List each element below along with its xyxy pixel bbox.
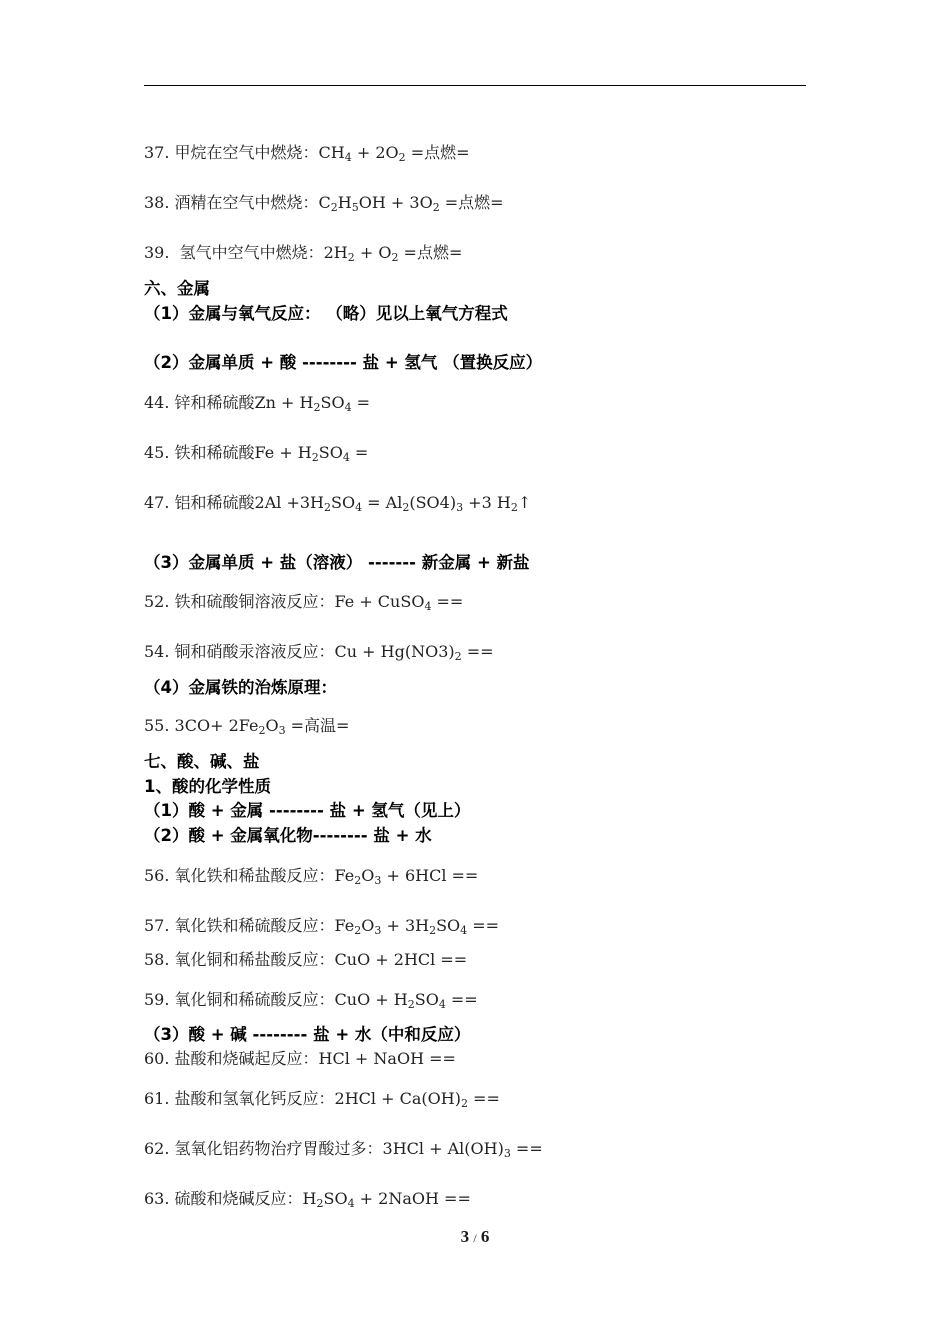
text-run: SO [436, 916, 461, 935]
text-run: H [337, 193, 352, 212]
text-run: 1、酸的化学性质 [144, 777, 271, 796]
subscript: 3 [278, 724, 286, 737]
subscript: 4 [438, 998, 446, 1011]
eq-37 [144, 140, 470, 163]
subscript: 2 [313, 401, 321, 414]
eq-54 [144, 639, 494, 662]
eq-58 [144, 947, 467, 970]
text-run: 七、酸、碱、盐 [144, 752, 260, 771]
text-run: + 3H [381, 916, 430, 935]
text-run: ↑ [517, 493, 532, 512]
subscript: 4 [355, 501, 363, 514]
subscript: 4 [344, 151, 352, 164]
eq-38 [144, 190, 504, 213]
text-run: SO [414, 990, 439, 1009]
page-separator: / [473, 1231, 477, 1245]
current-page: 3 [460, 1227, 470, 1246]
text-run: (SO4) [409, 493, 457, 512]
subscript: 4 [344, 401, 352, 414]
text-run: +3 H [463, 493, 511, 512]
text-run: 57. 氧化铁和稀硫酸反应：Fe [144, 916, 355, 935]
text-run: = [349, 443, 369, 462]
text-run: =点燃= [398, 243, 463, 262]
text-run: 62. 氢氧化铝药物治疗胃酸过多：3HCl + Al(OH) [144, 1139, 504, 1158]
text-run: =点燃= [439, 193, 504, 212]
text-run: =高温= [285, 716, 350, 735]
subscript: 4 [347, 1197, 355, 1210]
subscript: 2 [330, 201, 338, 214]
text-run: 六、金属 [144, 279, 210, 298]
text-run: = Al [362, 493, 403, 512]
heading-metal-acid [144, 349, 542, 373]
subscript: 2 [407, 998, 415, 1011]
text-run: == [431, 592, 464, 611]
subscript: 4 [460, 924, 468, 937]
text-run: + 2NaOH == [354, 1189, 471, 1208]
subscript: 4 [342, 451, 350, 464]
subscript: 3 [503, 1147, 511, 1160]
text-run: + O [354, 243, 392, 262]
text-run: 59. 氧化铜和稀硫酸反应：CuO + H [144, 990, 408, 1009]
text-run: SO [320, 393, 345, 412]
text-run: 63. 硫酸和烧碱反应：H [144, 1189, 317, 1208]
subscript: 2 [391, 251, 399, 264]
text-run: == [510, 1139, 543, 1158]
subscript: 2 [432, 201, 440, 214]
heading-metal-salt [144, 549, 530, 573]
total-pages: 6 [480, 1227, 490, 1246]
heading-iron-smelting [144, 674, 337, 698]
subscript: 3 [374, 924, 382, 937]
heading-acid-base-salt [144, 748, 260, 772]
text-run: 54. 铜和硝酸汞溶液反应：Cu + Hg(NO3) [144, 642, 455, 661]
subscript: 2 [510, 501, 518, 514]
text-run: O [265, 716, 279, 735]
subscript: 2 [429, 924, 437, 937]
text-run: 45. 铁和稀硫酸Fe + H [144, 443, 312, 462]
eq-44 [144, 390, 370, 413]
text-run: 55. 3CO+ 2Fe [144, 716, 259, 735]
text-run: == [467, 916, 500, 935]
eq-60 [144, 1046, 456, 1069]
eq-57 [144, 913, 499, 936]
heading-acid-metal-oxide [144, 822, 432, 846]
eq-47 [144, 490, 531, 513]
text-run: 58. 氧化铜和稀盐酸反应：CuO + 2HCl == [144, 950, 468, 969]
text-run: （2）酸 + 金属氧化物-------- 盐 + 水 [144, 826, 432, 845]
text-run: SO [331, 493, 356, 512]
eq-63 [144, 1186, 471, 1209]
text-run: 61. 盐酸和氢氧化钙反应：2HCl + Ca(OH) [144, 1089, 461, 1108]
heading-metals [144, 275, 210, 299]
text-run: （2）金属单质 + 酸 -------- 盐 + 氢气 （置换反应） [144, 353, 543, 372]
text-run: SO [323, 1189, 348, 1208]
eq-59 [144, 987, 478, 1010]
text-run: 60. 盐酸和烧碱起反应：HCl + NaOH == [144, 1049, 456, 1068]
subscript: 4 [424, 600, 432, 613]
text-run: == [461, 642, 494, 661]
subscript: 3 [374, 874, 382, 887]
subscript: 2 [324, 501, 332, 514]
heading-acid-base [144, 1021, 470, 1045]
heading-acid-properties [144, 773, 271, 797]
text-run: == [467, 1089, 500, 1108]
text-run: （1）金属与氧气反应： （略）见以上氧气方程式 [144, 304, 508, 323]
text-run: OH + 3O [358, 193, 433, 212]
text-run: 37. 甲烷在空气中燃烧：CH [144, 143, 345, 162]
text-run: （1）酸 + 金属 -------- 盐 + 氢气（见上） [144, 801, 471, 820]
text-run: 44. 锌和稀硫酸Zn + H [144, 393, 314, 412]
subscript: 2 [258, 724, 266, 737]
eq-62 [144, 1136, 543, 1159]
text-run: O [361, 866, 375, 885]
heading-acid-metal [144, 797, 470, 821]
subscript: 2 [354, 874, 362, 887]
subscript: 2 [454, 650, 462, 663]
eq-52 [144, 589, 463, 612]
eq-55 [144, 713, 349, 736]
header-rule [144, 85, 806, 86]
eq-45 [144, 440, 368, 463]
text-run: = [351, 393, 371, 412]
eq-39 [144, 240, 462, 263]
page-number [0, 1227, 950, 1247]
subscript: 2 [347, 251, 355, 264]
heading-metal-oxygen [144, 300, 508, 324]
subscript: 5 [351, 201, 359, 214]
text-run: 39. 氢气中空气中燃烧：2H [144, 243, 348, 262]
subscript: 2 [354, 924, 362, 937]
text-run: 47. 铝和稀硫酸2Al +3H [144, 493, 325, 512]
subscript: 2 [311, 451, 319, 464]
text-run: + 6HCl == [381, 866, 479, 885]
text-run: （4）金属铁的治炼原理： [144, 678, 337, 697]
subscript: 2 [460, 1097, 468, 1110]
text-run: （3）酸 + 碱 -------- 盐 + 水（中和反应） [144, 1025, 471, 1044]
subscript: 2 [402, 501, 410, 514]
eq-56 [144, 863, 478, 886]
subscript: 2 [398, 151, 406, 164]
text-run: 52. 铁和硫酸铜溶液反应：Fe + CuSO [144, 592, 425, 611]
text-run: SO [318, 443, 343, 462]
text-run: 38. 酒精在空气中燃烧：C [144, 193, 331, 212]
subscript: 3 [456, 501, 464, 514]
subscript: 2 [316, 1197, 324, 1210]
text-run: == [445, 990, 478, 1009]
text-run: + 2O [351, 143, 399, 162]
text-run: （3）金属单质 + 盐（溶液） ------- 新金属 + 新盐 [144, 553, 530, 572]
text-run: O [361, 916, 375, 935]
text-run: =点燃= [405, 143, 470, 162]
eq-61 [144, 1086, 500, 1109]
text-run: 56. 氧化铁和稀盐酸反应：Fe [144, 866, 355, 885]
